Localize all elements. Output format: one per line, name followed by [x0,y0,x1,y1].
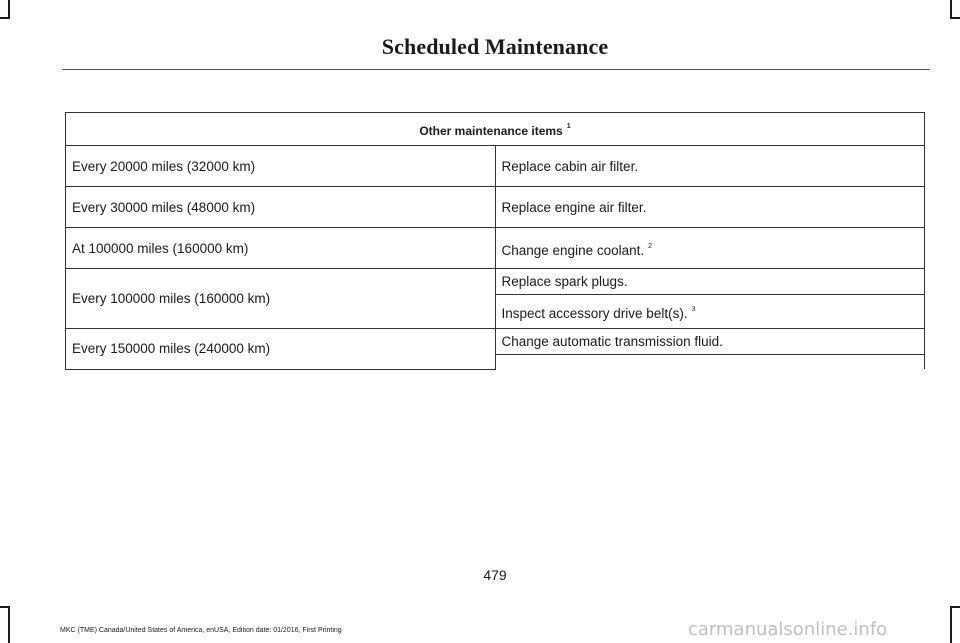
table-header-text: Other maintenance items [419,124,563,138]
interval-cell: Every 100000 miles (160000 km) [66,269,496,329]
crop-mark-bottom-right-horizontal [950,606,960,608]
item-text: Replace engine air filter. [501,199,647,215]
interval-cell: Every 20000 miles (32000 km) [66,146,496,187]
crop-mark-top-left-vertical [8,0,10,18]
table-row [66,187,925,228]
crop-mark-top-right-vertical [950,0,952,18]
crop-mark-top-left-horizontal [0,17,10,19]
item-text: Replace cabin air filter. [501,158,639,174]
item-text: Replace spark plugs. [501,274,628,289]
crop-mark-bottom-left-horizontal [0,606,10,608]
interval-cell: At 100000 miles (160000 km) [66,228,496,269]
item-text: Change engine coolant. [501,242,645,258]
table-header-footnote: 1 [566,123,571,130]
page-title: Scheduled Maintenance [381,34,609,59]
crop-mark-bottom-left-vertical [8,606,10,643]
item-cell [495,295,925,329]
maintenance-table [65,112,925,370]
item-cell [495,146,925,187]
title-divider [62,69,930,70]
item-text: Change automatic transmission fluid. [501,334,723,349]
item-cell [495,269,925,295]
empty-cell [495,355,925,370]
item-text: Inspect accessory drive belt(s). [501,306,688,321]
footnote-marker: 3 [691,306,696,313]
table-header [66,113,925,146]
interval-cell: Every 30000 miles (48000 km) [66,187,496,228]
table-row [66,329,925,355]
watermark-text: carmanualsonline.info [688,619,888,640]
footnote-marker: 2 [648,242,653,250]
page-number: 479 [483,567,507,583]
table-row [66,269,925,295]
footer-edition-text: MKC (TME) Canada/United States of America, enUSA, Edition date: 01/2016, First Printing [60,627,342,634]
item-cell [495,187,925,228]
table-row [66,146,925,187]
table-row [66,228,925,269]
item-cell [495,329,925,355]
interval-cell: Every 150000 miles (240000 km) [66,329,496,370]
item-cell [495,228,925,269]
crop-mark-top-right-horizontal [950,17,960,19]
